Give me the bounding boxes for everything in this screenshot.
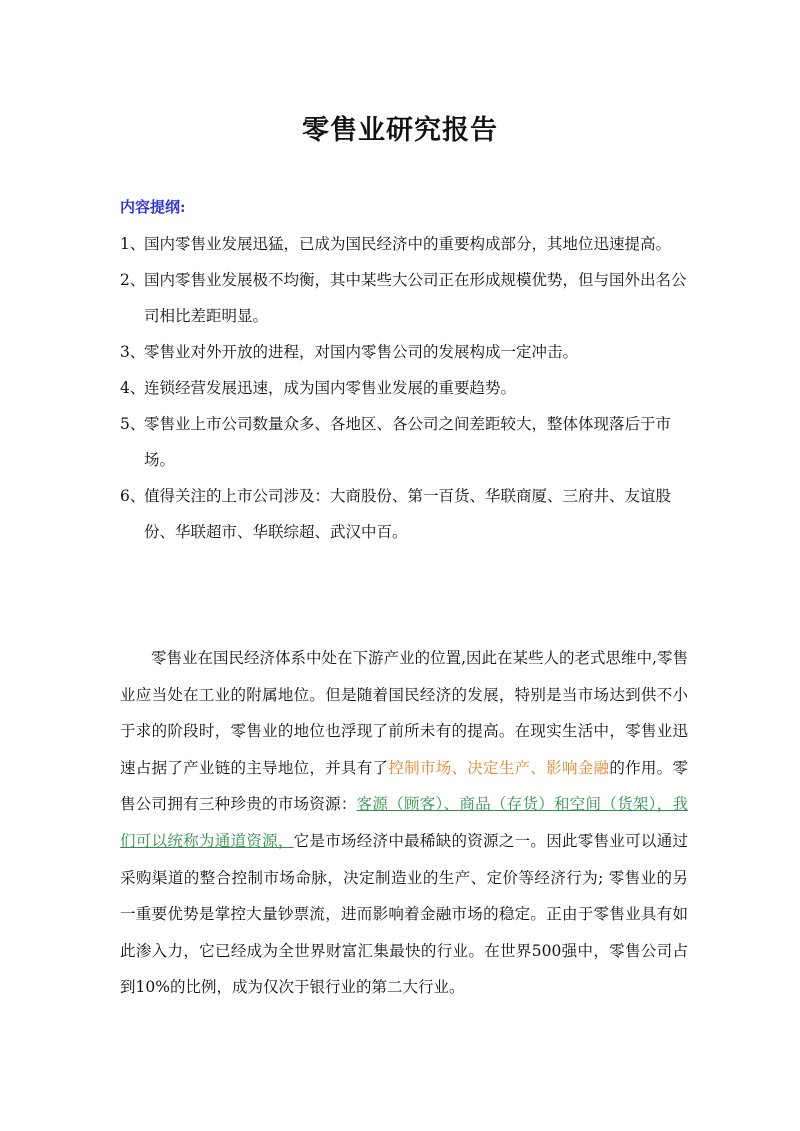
outline-item-number: 1、 — [120, 235, 146, 253]
outline-item — [120, 334, 700, 370]
outline-item-number: 6、 — [120, 487, 146, 505]
outline-item-number: 2、 — [120, 271, 146, 289]
outline-item — [120, 406, 700, 478]
outline-item — [120, 478, 700, 550]
outline-heading: 内容提纲: — [120, 198, 186, 216]
document-title: 零售业研究报告 — [302, 115, 498, 146]
body-paragraph — [120, 640, 688, 1006]
body-text: 零售业在国民经济体系中处在下游产业的位置,因此在某些人的老式思维中,零售业应当处在工业的附属地位。但是随着国民经济的发展，特别是当市场达到供不小于求的阶段时，零售业的地位也浮现了前所未有的提高。在现实生活中，零售业迅速占据了产业链的主导地位，并具有了 — [120, 649, 688, 777]
outline-item-text: 零售业对外开放的进程，对国内零售公司的发展构成一定冲击。 — [144, 343, 579, 361]
outline-item-number: 3、 — [120, 343, 146, 361]
outline-item-text: 连锁经营发展迅速，成为国内零售业发展的重要趋势。 — [144, 379, 517, 397]
highlighted-text-orange: 控制市场、决定生产、影响金融 — [388, 758, 610, 777]
outline-item-text: 国内零售业发展迅猛，已成为国民经济中的重要构成部分，其地位迅速提高。 — [144, 235, 672, 253]
outline-item — [120, 226, 700, 262]
outline-item-text: 国内零售业发展极不均衡，其中某些大公司正在形成规模优势，但与国外出名公司相比差距明显。 — [144, 271, 687, 325]
outline-item — [120, 370, 700, 406]
body-text: 的作用。零售公司拥有三种珍贵的市场资源： — [120, 758, 688, 814]
outline-item-text: 值得关注的上市公司涉及：大商股份、第一百货、华联商厦、三府井、友谊股份、华联超市、华联综超、武汉中百。 — [144, 487, 672, 541]
outline-item-number: 4、 — [120, 379, 146, 397]
body-text: 它是市场经济中最稀缺的资源之一。因此零售业可以通过采购渠道的整合控制市场命脉，决定制造业的生产、定价等经济行为; 零售业的另一重要优势是掌控大量钞票流，进而影响着金融市场的稳定。正由于零售业具有如此渗入力，它已经成为全世界财富汇集最快的行业。在世界500强中，零售公司占到10%的比例，成为仅次于银行业的第二大行业。 — [120, 831, 688, 997]
outline-item — [120, 262, 700, 334]
outline-item-text: 零售业上市公司数量众多、各地区、各公司之间差距较大，整体体现落后于市场。 — [144, 415, 672, 469]
outline-item-number: 5、 — [120, 415, 146, 433]
highlighted-text-green: 客源（顾客）、商品（存货）和空间（货架），我们可以统称为通道资源， — [120, 795, 688, 850]
outline-list — [120, 226, 700, 550]
